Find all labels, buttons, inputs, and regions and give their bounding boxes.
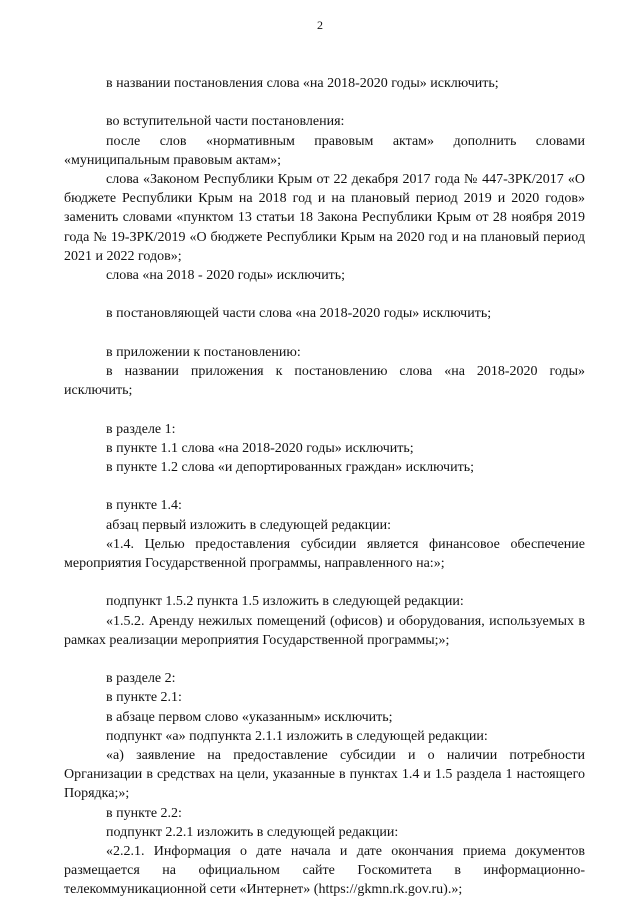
paragraph: «а) заявление на предоставление субсидии и о наличии потребности Организации в средствах на цели, указанные в пунктах 1.4 и 1.5 раздела 1 настоящего Порядка;»; [64,748,585,802]
blank-line [64,573,585,592]
blank-line [64,324,585,343]
blank-line [64,285,585,304]
paragraph: в постановляющей части слова «на 2018-2020 годы» исключить; [106,306,492,322]
paragraph: «2.2.1. Информация о дате начала и дате окончания приема документов размещается на официальном сайте Госкомитета в информационно-телекоммуникационной сети «Интернет» (https://gkmn.rk.gov.ru).»; [64,844,585,898]
paragraph: в приложении к постановлению: [106,344,301,360]
document-body [64,74,585,900]
paragraph: в разделе 1: [106,421,176,437]
paragraph: в абзаце первом слово «указанным» исключить; [106,709,393,725]
paragraph: в названии приложения к постановлению слова «на 2018-2020 годы» исключить; [64,364,585,399]
paragraph: слова «Законом Республики Крым от 22 декабря 2017 года № 447-ЗРК/2017 «О бюджете Республики Крым на 2018 год и на плановый период 2019 и 2020 годов» заменить словами «пунктом 13 статьи 18 Закона Республики Крым от 28 ноября 2019 года № 19-ЗРК/2019 «О бюджете Республики Крым на 2020 год и на плановый период 2021 и 2022 годов»; [64,172,585,264]
paragraph: абзац первый изложить в следующей редакции: [106,517,392,533]
paragraph: в пункте 1.2 слова «и депортированных граждан» исключить; [106,460,474,475]
paragraph: «1.4. Целью предоставления субсидии является финансовое обеспечение мероприятия Государственной программы, направленного на:»; [64,536,585,571]
paragraph: в пункте 1.4: [106,498,182,514]
paragraph: слова «на 2018 - 2020 годы» исключить; [106,268,346,284]
blank-line [64,650,585,669]
page-number: 2 [317,18,323,32]
paragraph: во вступительной части постановления: [106,114,345,130]
blank-line [64,477,585,496]
paragraph: в разделе 2: [106,671,176,687]
paragraph: в пункте 1.1 слова «на 2018-2020 годы» исключить; [106,440,414,456]
paragraph: «1.5.2. Аренду нежилых помещений (офисов) и оборудования, используемых в рамках реализации мероприятия Государственной программы;»; [64,613,585,648]
paragraph: подпункт 1.5.2 пункта 1.5 изложить в следующей редакции: [106,594,464,610]
paragraph: после слов «нормативным правовым актам» дополнить словами «муниципальным правовым актам»; [64,133,585,168]
paragraph: в пункте 2.1: [106,690,182,706]
paragraph: в пункте 2.2: [106,805,182,821]
paragraph: подпункт «а» подпункта 2.1.1 изложить в следующей редакции: [106,728,488,744]
paragraph: в названии постановления слова «на 2018-2020 годы» исключить; [106,76,499,91]
blank-line [64,93,585,112]
blank-line [64,400,585,419]
paragraph: подпункт 2.2.1 изложить в следующей редакции: [106,824,399,840]
